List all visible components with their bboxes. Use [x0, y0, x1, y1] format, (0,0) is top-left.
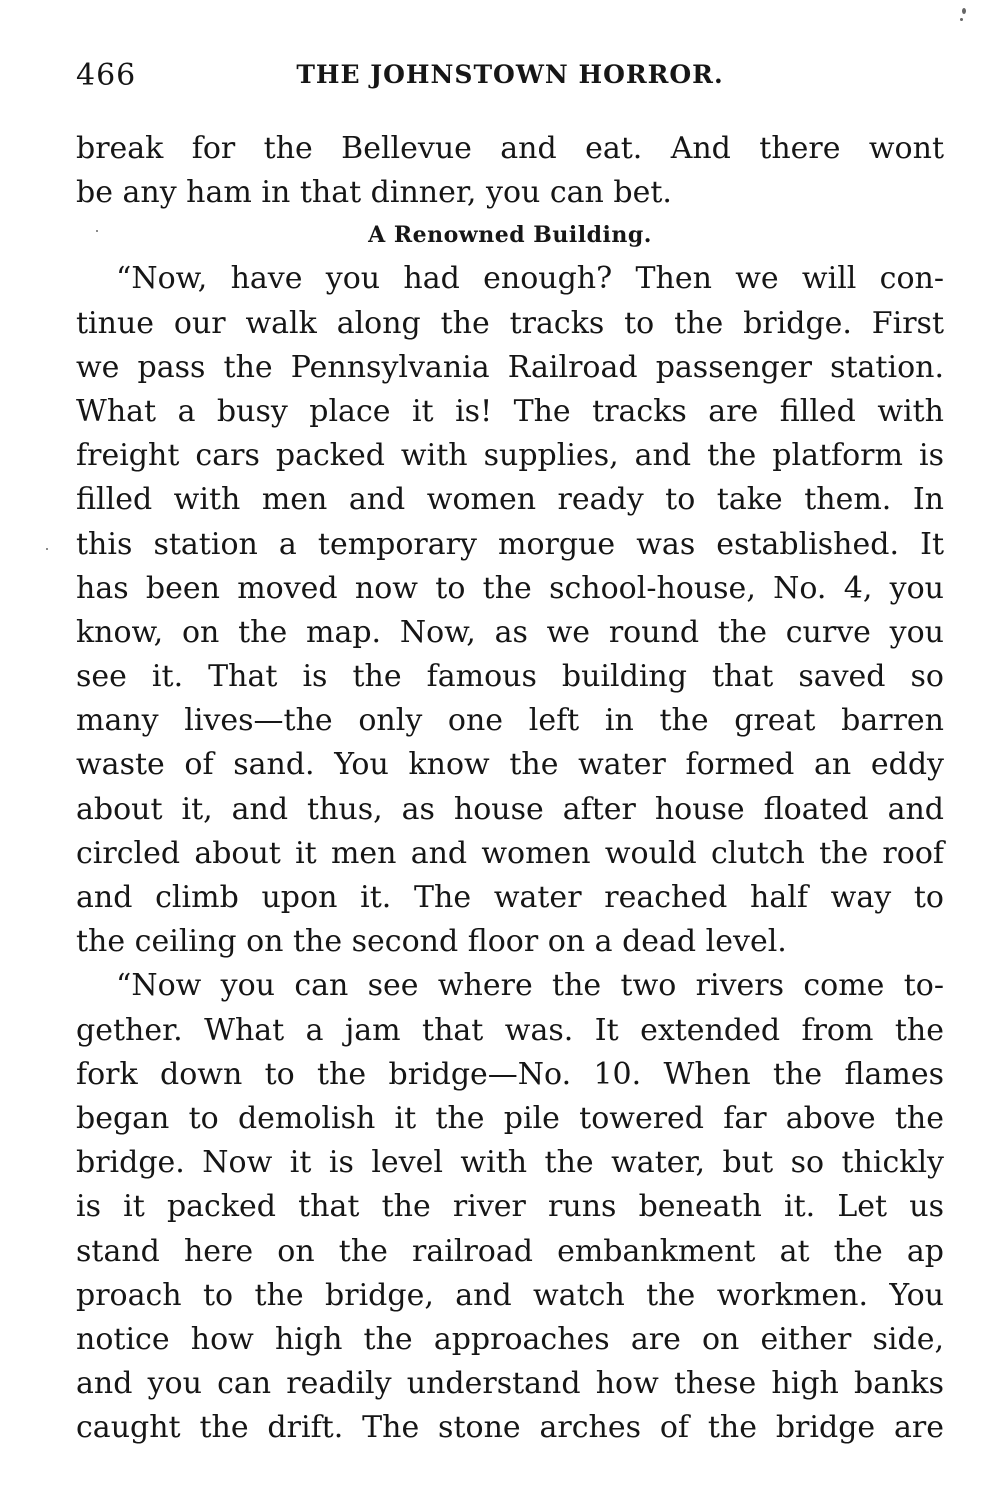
- text-line: What a busy place it is! The tracks are filled with: [76, 393, 944, 429]
- text-line: this station a temporary morgue was established. It: [76, 526, 944, 562]
- text-line: “Now, have you had enough? Then we will con-: [116, 261, 944, 297]
- text-line: began to demolish it the pile towered far above the: [76, 1100, 944, 1136]
- running-title: THE JOHNSTOWN HORROR.: [296, 60, 724, 89]
- text-line: fork down to the bridge—No. 10. When the flames: [76, 1056, 944, 1092]
- scan-speck: [962, 8, 966, 14]
- text-line: caught the drift. The stone arches of the bridge are: [76, 1410, 944, 1446]
- text-line: break for the Bellevue and eat. And there wont: [76, 131, 944, 166]
- section-heading: A Renowned Building.: [368, 222, 652, 249]
- text-line: be any ham in that dinner, you can bet.: [76, 175, 672, 211]
- scan-speck: [96, 230, 98, 232]
- text-line: freight cars packed with supplies, and the platform is: [76, 438, 944, 474]
- text-line: and climb upon it. The water reached half way to: [76, 880, 944, 915]
- scan-speck: [46, 548, 48, 550]
- text-line: notice how high the approaches are on either side,: [76, 1321, 944, 1357]
- text-line: tinue our walk along the tracks to the bridge. First: [76, 305, 944, 341]
- text-line: know, on the map. Now, as we round the curve you: [76, 614, 944, 650]
- body-text: [76, 127, 944, 1450]
- text-line: bridge. Now it is level with the water, but so thickly: [76, 1145, 944, 1181]
- scan-speck: [960, 18, 963, 21]
- text-line: many lives—the only one left in the great barren: [76, 703, 944, 739]
- running-head: [76, 58, 944, 98]
- text-line: about it, and thus, as house after house floated and: [76, 791, 944, 827]
- text-line: circled about it men and women would clutch the roof: [76, 835, 944, 871]
- text-line: see it. That is the famous building that saved so: [76, 659, 944, 695]
- text-line: filled with men and women ready to take them. In: [76, 482, 944, 518]
- text-line: waste of sand. You know the water formed an eddy: [76, 747, 944, 783]
- page-number: 466: [76, 58, 137, 93]
- text-line: has been moved now to the school-house, No. 4, you: [76, 570, 944, 606]
- text-line: the ceiling on the second floor on a dead level.: [76, 924, 787, 960]
- text-line: proach to the bridge, and watch the workmen. You: [76, 1277, 944, 1313]
- text-line: stand here on the railroad embankment at the ap: [76, 1233, 944, 1269]
- text-line: “Now you can see where the two rivers come to-: [116, 968, 944, 1004]
- text-line: is it packed that the river runs beneath it. Let us: [76, 1189, 944, 1225]
- text-line: and you can readily understand how these high banks: [76, 1366, 944, 1402]
- text-line: gether. What a jam that was. It extended from the: [76, 1012, 944, 1048]
- text-line: we pass the Pennsylvania Railroad passenger station.: [76, 349, 944, 385]
